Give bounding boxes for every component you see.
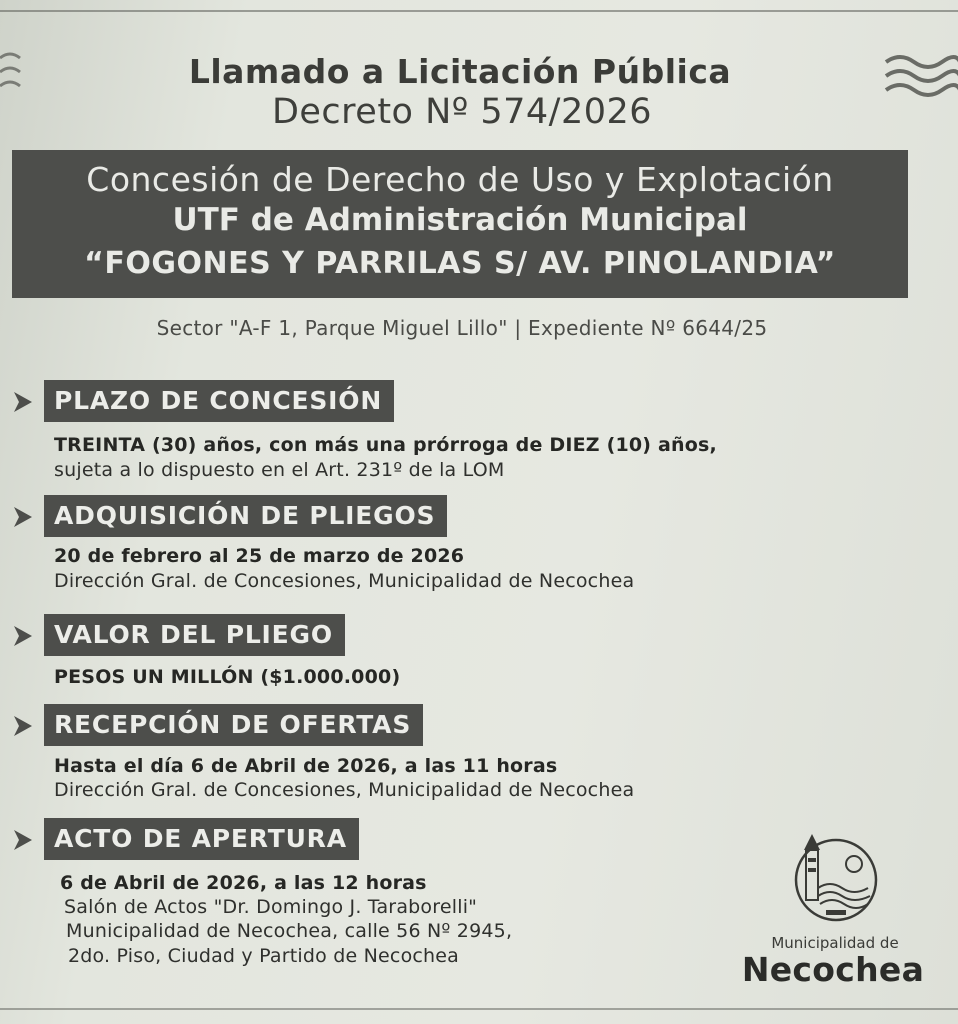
section-line: 2do. Piso, Ciudad y Partido de Necochea xyxy=(68,945,460,967)
section-heading: RECEPCIÓN DE OFERTAS xyxy=(44,704,423,746)
logo-caption: Municipalidad de xyxy=(771,934,899,952)
section-recepcion-ofertas xyxy=(10,704,890,814)
section-heading: ACTO DE APERTURA xyxy=(44,818,359,860)
municipal-crest-icon xyxy=(786,828,880,924)
chevron-right-icon xyxy=(10,623,36,649)
section-line: Dirección Gral. de Concesiones, Municipalidad de Necochea xyxy=(54,779,635,801)
chevron-right-icon xyxy=(10,389,36,415)
logo-name: Necochea xyxy=(741,950,925,989)
top-rule xyxy=(0,10,958,12)
chevron-right-icon xyxy=(10,504,36,530)
section-heading: ADQUISICIÓN DE PLIEGOS xyxy=(44,495,447,537)
section-valor-pliego xyxy=(10,614,890,694)
section-line: TREINTA (30) años, con más una prórroga de DIEZ (10) años, xyxy=(54,434,717,456)
sector-file-line: Sector "A-F 1, Parque Miguel Lillo" | Expediente Nº 6644/25 xyxy=(156,316,768,340)
section-line: Salón de Actos "Dr. Domingo J. Taraborelli" xyxy=(64,896,478,918)
banner-line-2: UTF de Administración Municipal xyxy=(172,202,748,238)
decree-number: Decreto Nº 574/2026 xyxy=(271,92,653,132)
chevron-right-icon xyxy=(10,827,36,853)
section-line: Municipalidad de Necochea, calle 56 Nº 2945, xyxy=(66,920,513,942)
section-plazo-concesion xyxy=(10,380,890,490)
section-adquisicion-pliegos xyxy=(10,495,890,605)
banner-line-3: “FOGONES Y PARRILAS S/ AV. PINOLANDIA” xyxy=(84,246,836,281)
section-line: Dirección Gral. de Concesiones, Municipalidad de Necochea xyxy=(54,570,635,592)
concession-banner xyxy=(12,150,908,298)
bottom-rule xyxy=(0,1008,958,1010)
section-line: 6 de Abril de 2026, a las 12 horas xyxy=(60,872,427,894)
section-heading: PLAZO DE CONCESIÓN xyxy=(44,380,394,422)
chevron-right-icon xyxy=(10,713,36,739)
section-heading: VALOR DEL PLIEGO xyxy=(44,614,345,656)
banner-line-1: Concesión de Derecho de Uso y Explotación xyxy=(86,160,834,199)
section-line: sujeta a lo dispuesto en el Art. 231º de la LOM xyxy=(54,459,505,481)
section-line: PESOS UN MILLÓN ($1.000.000) xyxy=(54,666,401,688)
notice-title: Llamado a Licitación Pública xyxy=(188,52,732,91)
section-line: Hasta el día 6 de Abril de 2026, a las 11 horas xyxy=(54,755,558,777)
section-line: 20 de febrero al 25 de marzo de 2026 xyxy=(54,545,465,567)
